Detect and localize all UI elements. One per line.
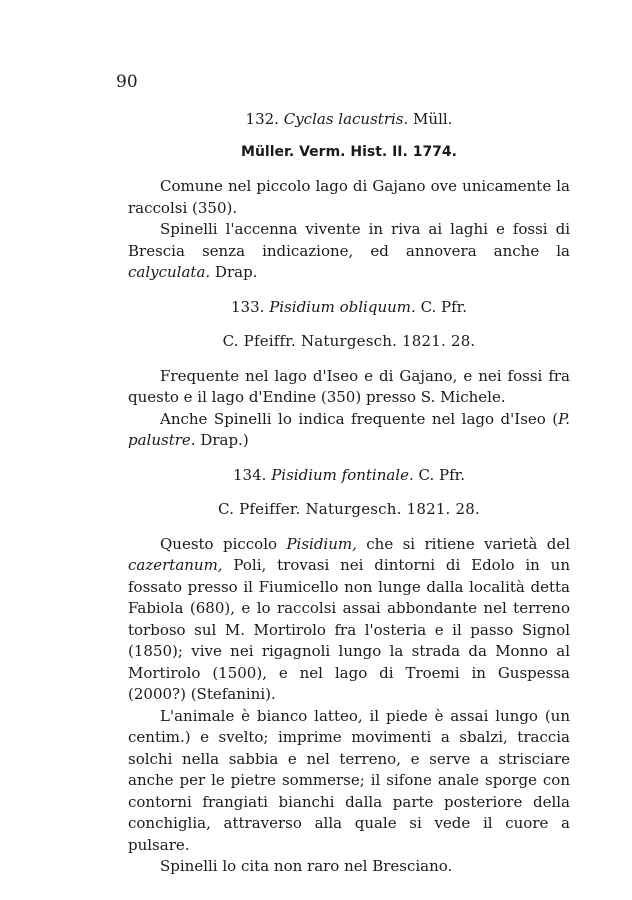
species-132-number: 132. [245,110,279,128]
species-134-number: 134. [233,465,267,484]
species-134-paragraph-1 [128,534,570,706]
species-132-paragraph-1: Comune nel piccolo lago di Gajano ove unicamente la raccolsi (350). [128,177,570,217]
page-number: 90 [116,72,138,92]
species-134-heading [128,466,570,484]
species-134-author: C. Pfr. [418,465,465,484]
species-133-p2-italic: P. palustre. [128,409,570,449]
species-134-p1-c: Poli, trovasi nei dintorni di Edolo in un fossato presso il Fiumicello non lunge dalla località detta Fabiola (680), e lo raccolsi assai abbondante nel terreno torboso sul M. Mortirolo fra l'osteria e il passo Signol (1850); vive nei rigagnoli lungo la strada da Monno al Mortirolo (1500), e nel lago di Troemi in Guspessa (2000?) (Stefanini). [128,556,570,703]
species-133-reference: C. Pfeiffr. Naturgesch. 1821. 28. [222,331,476,350]
species-133-author: C. Pfr. [420,297,467,316]
species-133-p2-after: Drap.) [195,431,249,449]
species-132-p2-after: Drap. [210,263,258,281]
species-134-paragraph-3: Spinelli lo cita non raro nel Bresciano. [160,857,453,875]
species-134-name: Pisidium fontinale. [271,465,414,484]
species-133-heading [128,298,570,316]
species-133-paragraph-2 [128,409,570,452]
species-134-p1-italic-2: cazertanum, [128,556,223,574]
species-132-p2-text: Spinelli l'accenna vivente in riva ai laghi e fossi di Brescia senza indicazione, ed annovera anche la [128,220,570,260]
species-132-heading [128,110,570,128]
species-132-reference: Müller. Verm. Hist. II. 1774. [241,144,457,160]
species-134-reference: C. Pfeiffer. Naturgesch. 1821. 28. [218,499,480,518]
species-133-number: 133. [231,297,265,316]
species-133-paragraph-1: Frequente nel lago d'Iseo e di Gajano, e nei fossi fra questo e il lago d'Endine (350) presso S. Michele. [128,366,570,406]
species-134-paragraph-2: L'animale è bianco latteo, il piede è assai lungo (un centim.) e svelto; imprime movimenti a sbalzi, traccia solchi nella sabbia e nel terreno, e serve a strisciare anche per le pietre sommerse; il sifone anale sporge con contorni frangiati bianchi dalla parte posteriore della conchiglia, attraverso alla quale si vede il cuore a pulsare. [128,706,570,854]
species-133-name: Pisidium obliquum. [269,297,416,316]
species-133-p2-text: Anche Spinelli lo indica frequente nel lago d'Iseo ( [160,409,559,428]
species-132-name: Cyclas lacustris. [283,110,409,128]
species-134-p1-b: che si ritiene varietà del [356,534,570,553]
species-132-p2-italic: calyculata. [128,263,211,281]
species-132-paragraph-2 [128,219,570,284]
species-132-author: Müll. [413,110,453,128]
page-content [128,110,570,878]
species-134-p1-a: Questo piccolo [160,534,287,553]
species-134-p1-italic-1: Pisidium, [286,534,357,553]
